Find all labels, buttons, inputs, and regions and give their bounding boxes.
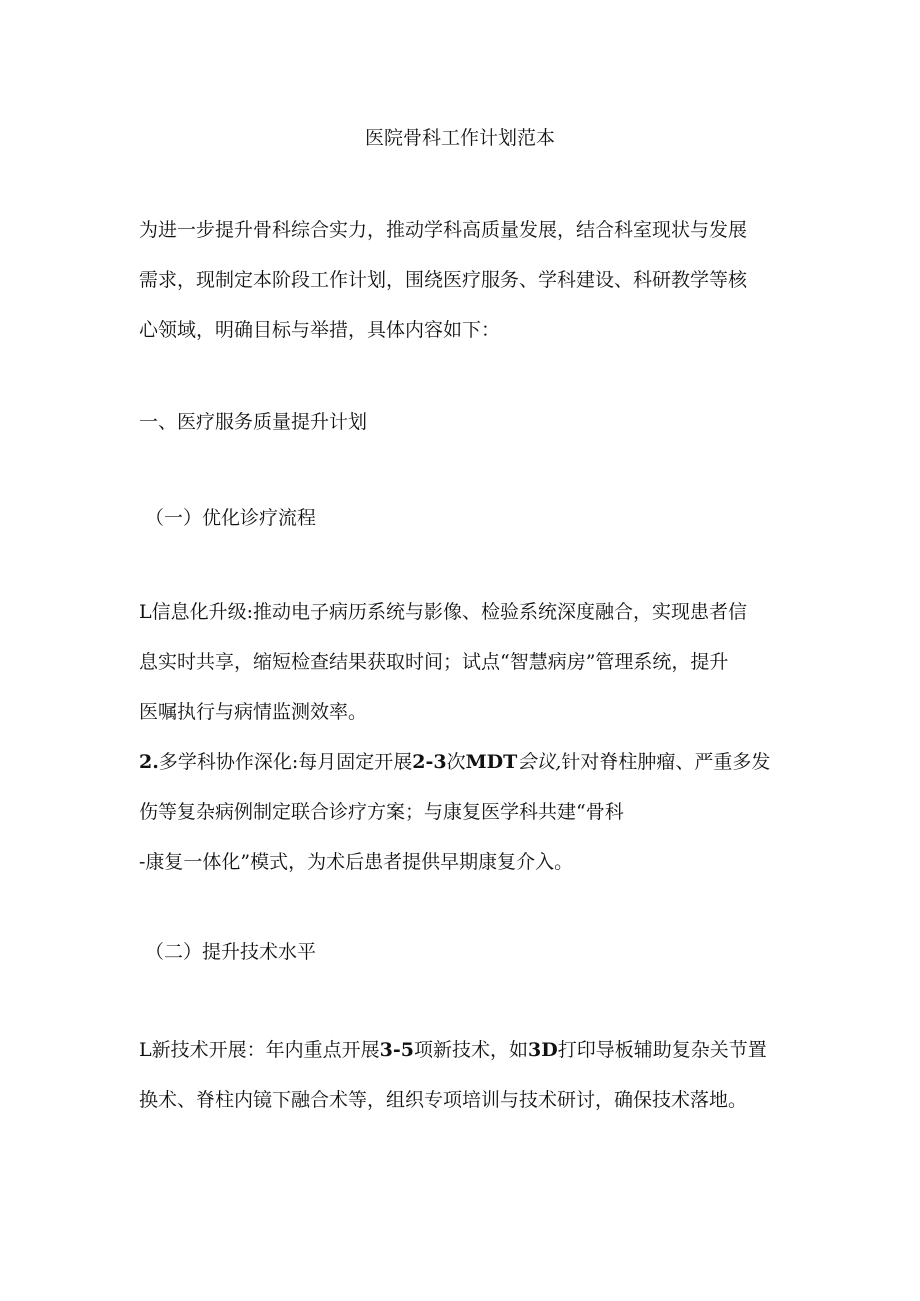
- item-1-1-label: L信息化升级:: [139, 601, 254, 623]
- item-2-1-text-e: 打印导板辅助复杂关节置: [557, 1039, 767, 1061]
- item-1-1-line-3: 医嘱执行与病情监测效率。: [139, 701, 368, 723]
- item-2-1-text-d: 3D: [527, 1039, 558, 1061]
- subsection-1-heading: （一）优化诊疗流程: [145, 507, 317, 529]
- item-1-2-text-e: 会议,: [517, 751, 562, 773]
- item-1-2-text-f: 针对脊柱肿瘤、严重多发: [561, 751, 771, 773]
- section-1-heading: 一、医疗服务质量提升计划: [139, 411, 368, 433]
- item-1-2-line-1: [139, 750, 770, 774]
- item-2-1-label: L新技术开展：: [139, 1039, 266, 1061]
- subsection-2-heading: （二）提升技术水平: [145, 941, 317, 963]
- item-1-2-text-d: MDT: [465, 751, 518, 773]
- item-2-1-line-1: [139, 1038, 767, 1062]
- intro-line-2: 需求，现制定本阶段工作计划，围绕医疗服务、学科建设、科研教学等核: [139, 269, 748, 291]
- item-2-1-line-2: 换术、脊柱内镜下融合术等，组织专项培训与技术研讨，确保技术落地。: [139, 1089, 748, 1111]
- document-title: 医院骨科工作计划范本: [364, 127, 555, 149]
- item-1-2-text-a: 每月固定开展: [298, 751, 413, 773]
- item-1-1-line-2: 息实时共享，缩短检查结果获取时间；试点“智慧病房”管理系统，提升: [139, 651, 729, 673]
- item-1-2-text-c: 次: [446, 751, 466, 773]
- item-1-2-text-b: 2-3: [412, 751, 447, 773]
- item-2-1-text-b: 3-5: [379, 1039, 414, 1061]
- item-1-1-line-1: [139, 600, 747, 624]
- item-2-1-text-c: 项新技术，如: [413, 1039, 528, 1061]
- item-1-2-line-3: -康复一体化”模式，为术后患者提供早期康复介入。: [139, 851, 574, 873]
- item-1-2-line-2: 伤等复杂病例制定联合诊疗方案；与康复医学科共建“骨科: [139, 801, 624, 823]
- item-2-1-text-a: 年内重点开展: [265, 1039, 380, 1061]
- item-1-2-label: 多学科协作深化:: [158, 751, 299, 773]
- intro-line-3: 心领域，明确目标与举措，具体内容如下：: [139, 319, 501, 341]
- intro-line-1: 为进一步提升骨科综合实力，推动学科高质量发展，结合科室现状与发展: [139, 219, 748, 241]
- item-1-1-text: 推动电子病历系统与影像、检验系统深度融合，实现患者信: [253, 601, 748, 623]
- item-1-2-number: 2.: [139, 751, 159, 773]
